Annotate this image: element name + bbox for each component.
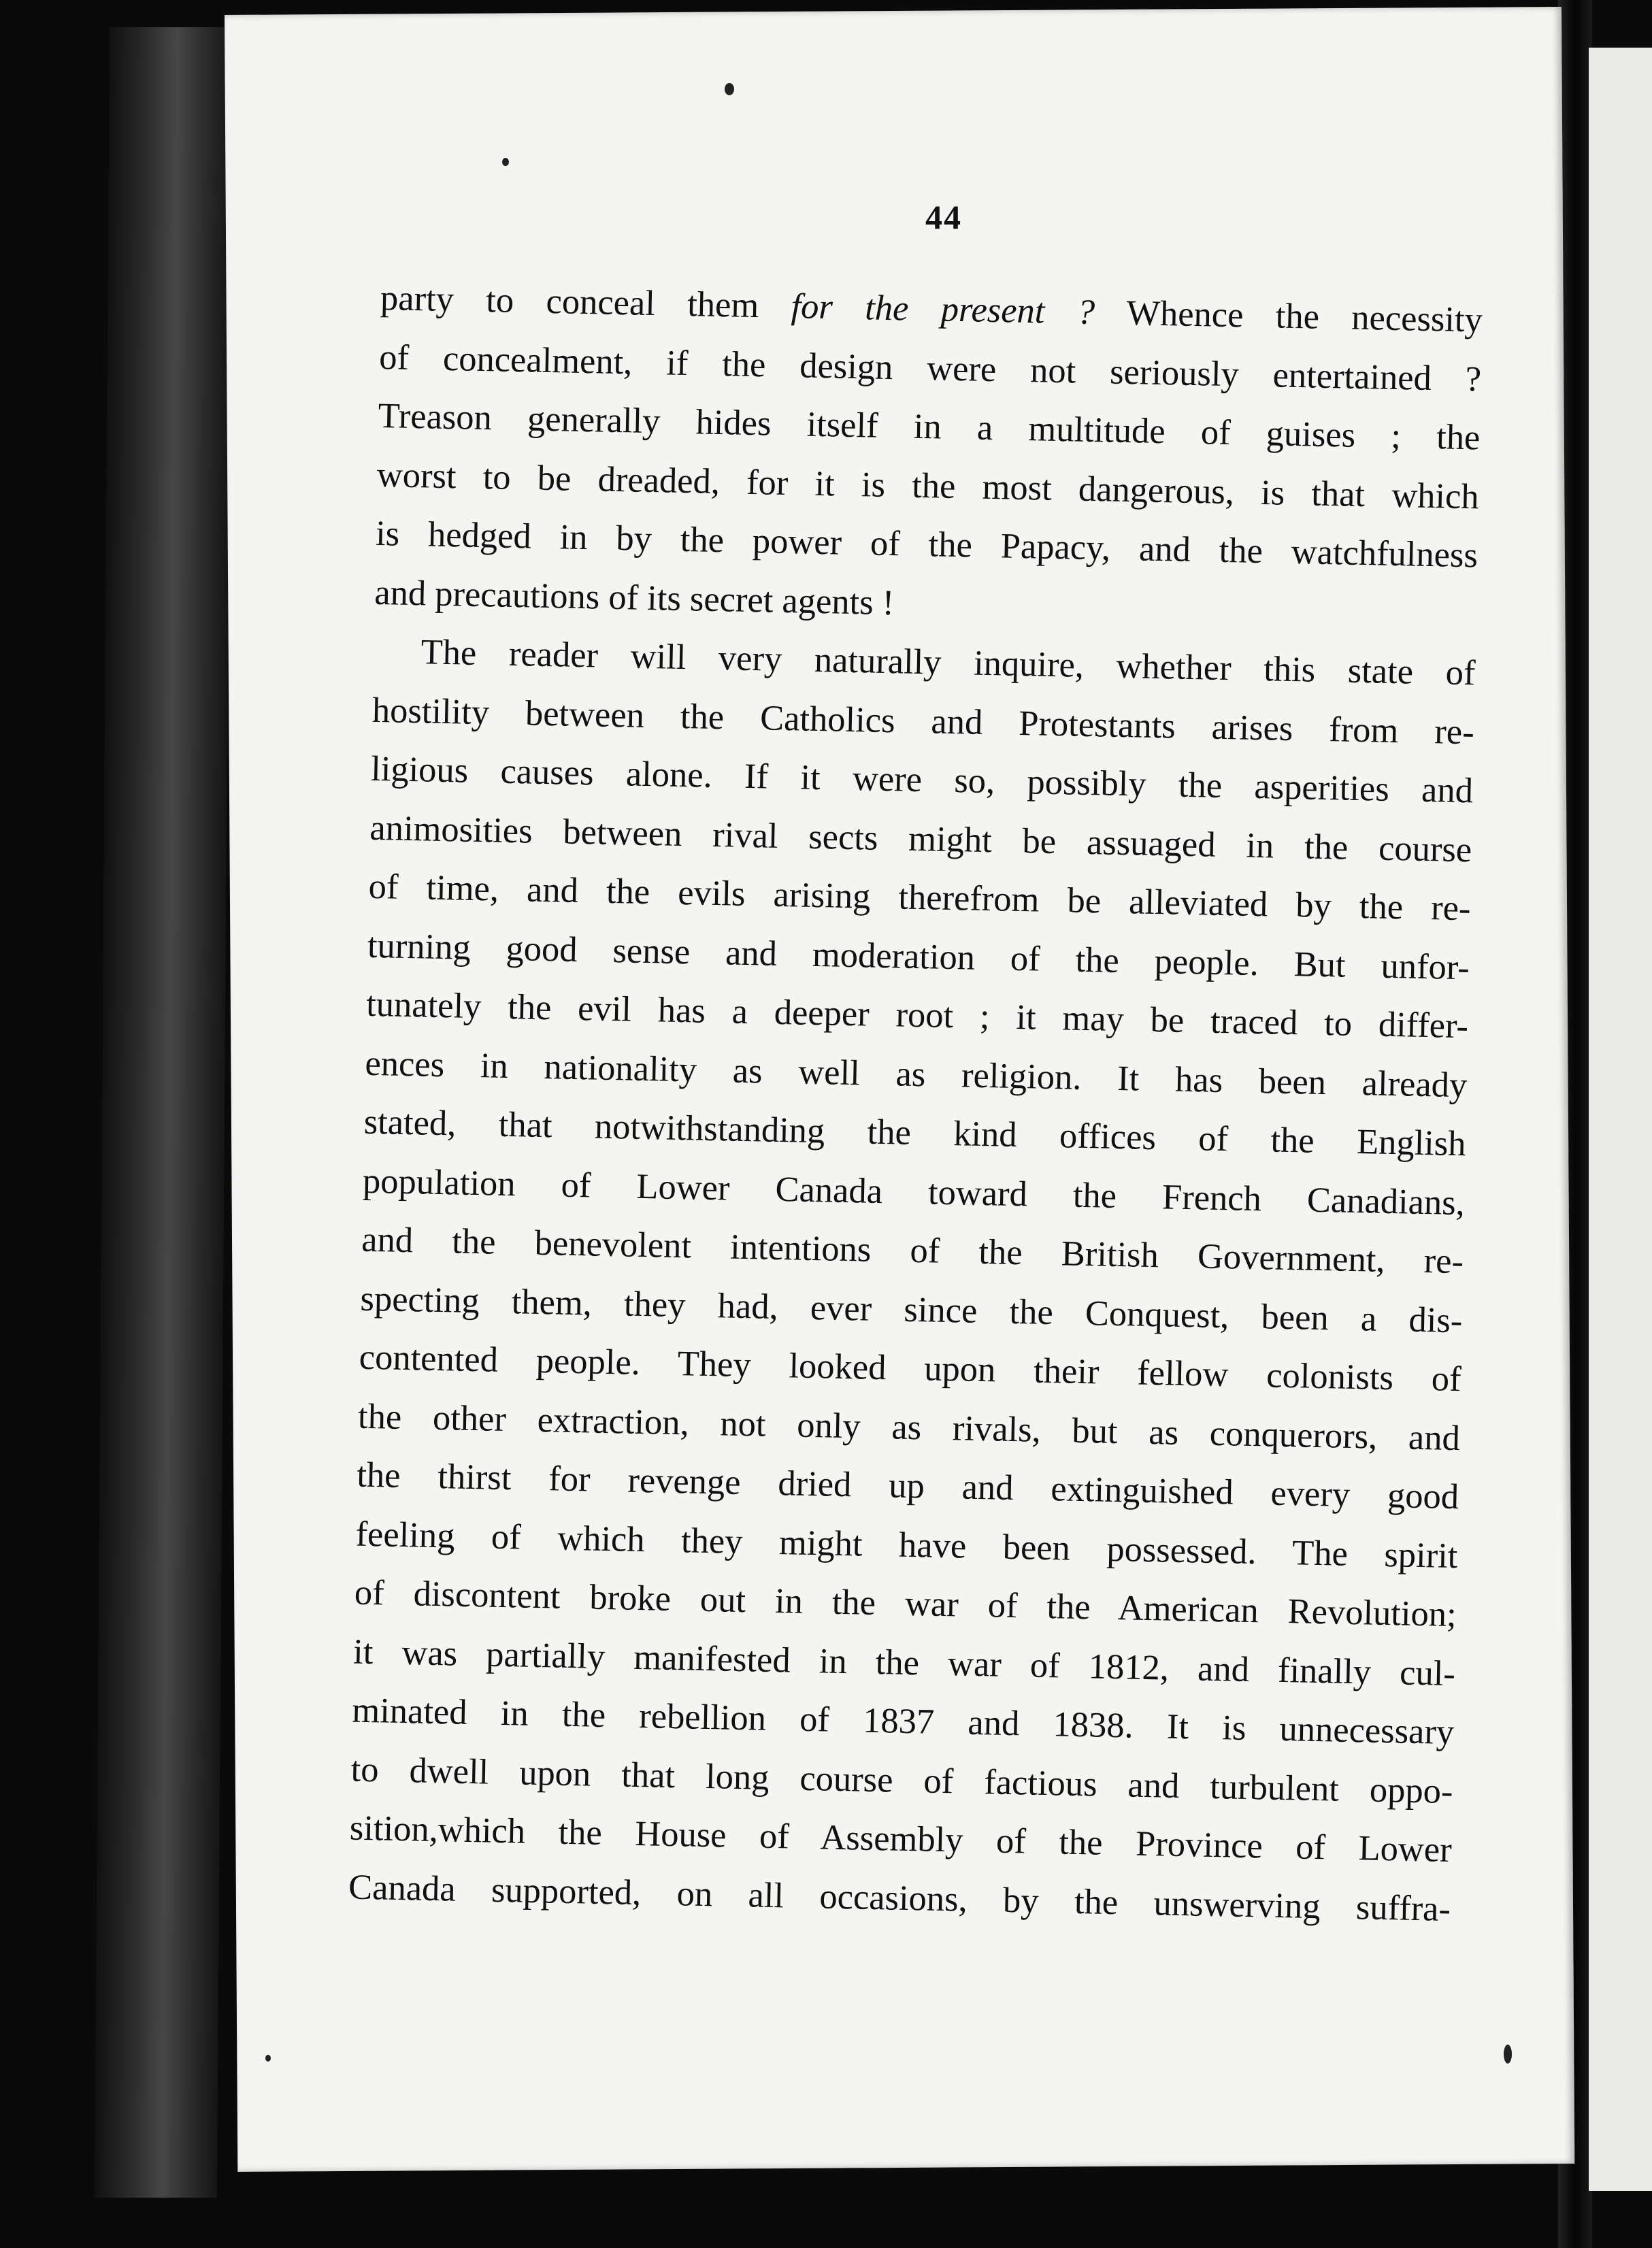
text-run: population of Lower Canada toward the French Canadians, xyxy=(362,1161,1466,1223)
text-run: ligious causes alone. If it were so, possibly the asperities and xyxy=(370,748,1474,811)
text-run: The reader will very naturally inquire, whether this state of xyxy=(420,632,1476,693)
page-text-block xyxy=(348,269,1483,1938)
text-run: turning good sense and moderation of the people. But unfor- xyxy=(367,925,1470,987)
text-run: ences in nationality as well as religion. It has been already xyxy=(364,1043,1468,1105)
text-run: of concealment, if the design were not seriously entertained ? xyxy=(378,337,1482,399)
next-page-edge xyxy=(1589,48,1652,2191)
paragraph xyxy=(348,622,1476,1938)
text-run: specting them, they had, ever since the Conquest, been a dis- xyxy=(360,1278,1463,1340)
text-run: sition,which the House of Assembly of the Province of Lower xyxy=(349,1808,1453,1870)
text-run: is hedged in by the power of the Papacy, and the watchfulness xyxy=(375,513,1478,576)
text-run: animosities between rival sects might be assuaged in the course xyxy=(369,808,1472,870)
text-run: of time, and the evils arising therefrom be alleviated by the re- xyxy=(368,866,1472,929)
text-run: stated, that notwithstanding the kind offices of the English xyxy=(363,1102,1467,1164)
text-run: worst to be dreaded, for it is the most dangerous, is that which xyxy=(376,454,1480,516)
book-binding xyxy=(95,27,232,2198)
text-run: contented people. They looked upon their fellow colonists of xyxy=(359,1337,1462,1400)
scan-speck xyxy=(265,2055,271,2062)
scan-speck xyxy=(502,158,509,166)
page-number: 44 xyxy=(925,198,962,236)
text-run: feeling of which they might have been possessed. The spirit xyxy=(355,1514,1458,1576)
text-run: and precautions of its secret agents ! xyxy=(374,572,895,623)
text-run: of discontent broke out in the war of the American Revolution; xyxy=(354,1572,1457,1635)
text-run: Treason generally hides itself in a multitude of guises ; the xyxy=(378,395,1481,458)
text-run: Whence the necessity xyxy=(1094,293,1483,340)
text-run: the other extraction, not only as rivals, but as conquerors, and xyxy=(357,1396,1461,1458)
text-run: and the benevolent intentions of the British Government, re- xyxy=(361,1219,1464,1282)
text-run: it was partially manifested in the war of 1812, and finally cul- xyxy=(352,1632,1456,1693)
text-run: minated in the rebellion of 1837 and 1838. It is unnecessary xyxy=(351,1690,1455,1753)
text-run: party to conceal them xyxy=(380,278,792,327)
paragraph xyxy=(374,269,1483,644)
text-run: tunately the evil has a deeper root ; it may be traced to differ- xyxy=(365,984,1469,1046)
italic-text: for the present ? xyxy=(791,286,1095,333)
text-run: to dwell upon that long course of factious and turbulent oppo- xyxy=(350,1749,1453,1811)
scan-speck xyxy=(725,83,734,95)
scan-speck xyxy=(1504,2045,1512,2064)
text-run: Canada supported, on all occasions, by the unswerving suffra- xyxy=(348,1867,1451,1929)
text-run: the thirst for revenge dried up and extinguished every good xyxy=(356,1455,1459,1517)
text-run: hostility between the Catholics and Protestants arises from re- xyxy=(371,690,1475,752)
